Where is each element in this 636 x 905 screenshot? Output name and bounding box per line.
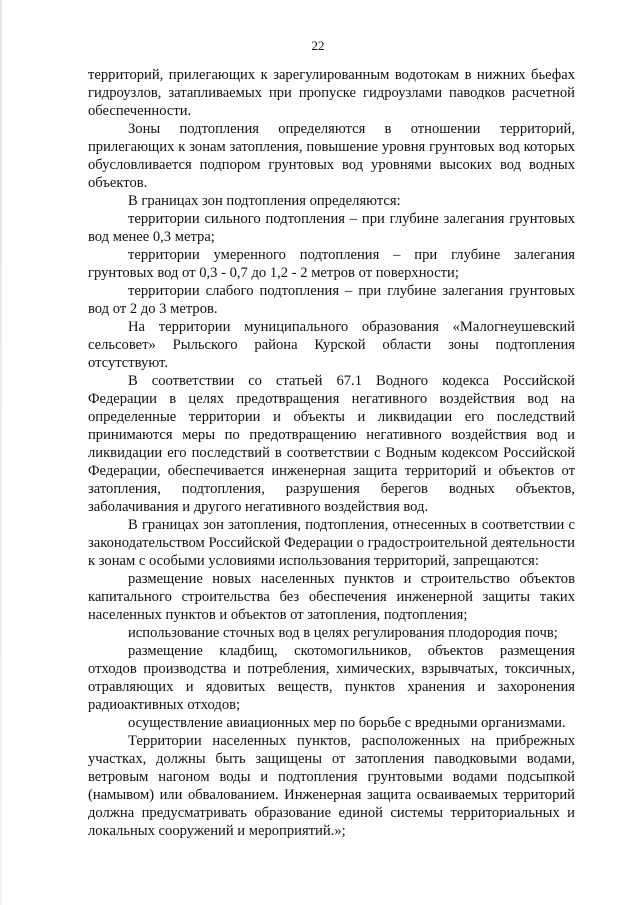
document-body	[88, 66, 575, 840]
paragraph-underflooding-boundaries-intro: В границах зон подтопления определяются:	[128, 193, 401, 209]
paragraph-prohibition-new-settlements: размещение новых населенных пунктов и строительство объектов капитального строительства без обеспечения инженерной защиты таких населенных пунктов и объектов от затопления, подтопления;	[88, 571, 575, 623]
paragraph-prohibitions-intro: В границах зон затопления, подтопления, отнесенных в соответствии с законодательством Российской Федерации о градостроительной деятельности к зонам с особыми условиями использования территорий, запрещаются:	[88, 517, 575, 569]
paragraph-moderate-underflooding: территории умеренного подтопления – при глубине залегания грунтовых вод от 0,3 - 0,7 до 1,2 - 2 метров от поверхности;	[88, 247, 575, 281]
paragraph-coastal-settlements-protection: Территории населенных пунктов, расположенных на прибрежных участках, должны быть защищены от затопления паводковыми водами, ветровым нагоном воды и подтопления грунтовыми водами подсыпкой (намывом) или обвалованием. Инженерная защита осваиваемых территорий должна предусматривать образование единой системы территориальных и локальных сооружений и мероприятий.»;	[88, 733, 575, 839]
paragraph-prohibition-wastewater: использование сточных вод в целях регулирования плодородия почв;	[128, 625, 558, 641]
paragraph-underflooding-zones-definition: Зоны подтопления определяются в отношении территорий, прилегающих к зонам затопления, повышение уровня грунтовых вод которых обусловливается подпором грунтовых вод уровнями высоких вод водных объектов.	[88, 121, 575, 191]
paragraph-weak-underflooding: территории слабого подтопления – при глубине залегания грунтовых вод от 2 до 3 метров.	[88, 283, 575, 317]
paragraph-strong-underflooding: территории сильного подтопления – при глубине залегания грунтовых вод менее 0,3 метра;	[88, 211, 575, 245]
paragraph-municipality-no-zones: На территории муниципального образования «Малогнеушевский сельсовет» Рыльского района Курской области зоны подтопления отсутствуют.	[88, 319, 575, 371]
paragraph-prohibition-aviation-measures: осуществление авиационных мер по борьбе с вредными организмами.	[128, 715, 566, 731]
paragraph-water-code-article: В соответствии со статьей 67.1 Водного кодекса Российской Федерации в целях предотвращения негативного воздействия вод на определенные территории и объекты и ликвидации его последствий принимаются меры по предотвращению негативного воздействия вод и ликвидации его последствий в соответствии с Водным кодексом Российской Федерации, обеспечивается инженерная защита территорий и объектов от затопления, подтопления, разрушения берегов водных объектов, заболачивания и другого негативного воздействия вод.	[88, 373, 575, 515]
paragraph-prohibition-cemeteries-waste: размещение кладбищ, скотомогильников, объектов размещения отходов производства и потребления, химических, взрывчатых, токсичных, отравляющих и ядовитых веществ, пунктов хранения и захоронения радиоактивных отходов;	[88, 643, 575, 713]
page-number: 22	[311, 38, 325, 53]
paragraph-flood-territories-continuation: территорий, прилегающих к зарегулированным водотокам в нижних бьефах гидроузлов, затапливаемых при пропуске гидроузлами паводков расчетной обеспеченности.	[88, 67, 575, 119]
scan-edge	[0, 0, 2, 905]
